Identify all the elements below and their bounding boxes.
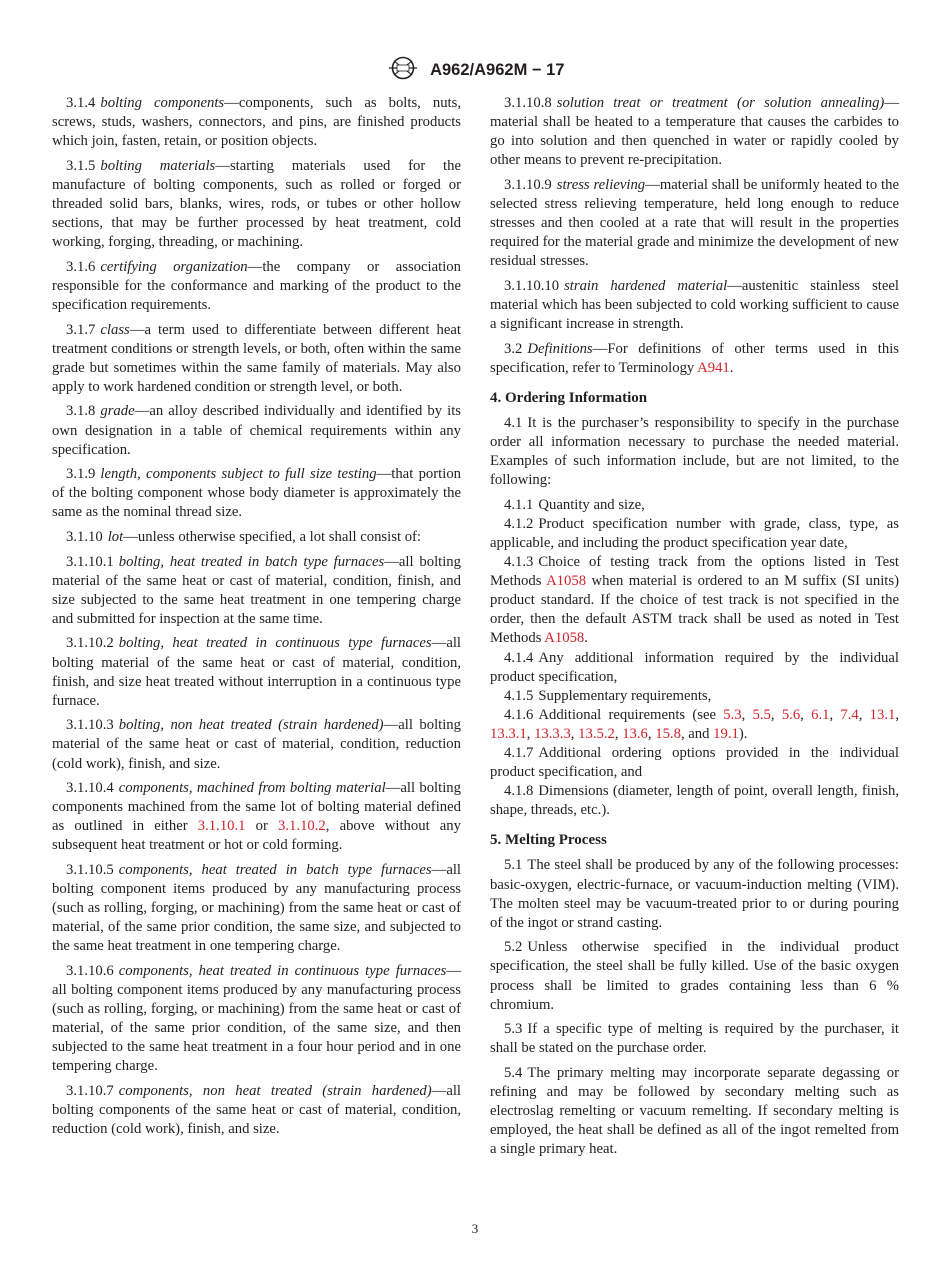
definition-3-1-10-10: 3.1.10.10 strain hardened material—austenitic stainless steel material which has been subjected to cold working sufficient to cause a significant increase in strength. [490,277,899,333]
paragraph-4-1-1: 4.1.1 Quantity and size, [504,496,645,513]
astm-logo-icon [386,56,420,85]
definition-3-1-9: 3.1.9 length, components subject to full size testing—that portion of the bolting component whose body diameter is approximately the same as the nominal thread size. [52,466,462,521]
link-section-ref[interactable]: 15.8 [655,725,681,742]
page-number: 3 [471,1221,479,1236]
paragraph-4-1-2: 4.1.2 Product specification number with grade, class, type, as applicable, and including the product specification year date, [490,515,899,551]
paragraph-5-2: 5.2 Unless otherwise specified in the individual product specification, the steel shall be fully killed. Use of the basic oxygen process shall be limited to grades containing less than 6 % chromium. [490,939,899,1013]
link-section-ref[interactable]: 5.5 [752,706,771,723]
definition-3-1-10-8: 3.1.10.8 solution treat or treatment (or solution annealing)—material shall be heated to a temperature that causes the carbides to go into solution and then quenched in water or rapidly cooled by other means to prevent re-precipitation. [490,95,899,169]
link-section-ref[interactable]: 13.6 [622,725,648,742]
link-section-ref[interactable]: 13.1 [869,706,896,723]
definition-3-1-5: 3.1.5 bolting materials—starting materials used for the manufacture of bolting components, such as rolled or forged or threaded solid bars, blanks, wires, rods, or tubes or other hollow sections, that may be further processed by heat treatment, cold working, forging, threading, or machining. [52,157,461,251]
page-header [0,56,950,85]
link-section-ref[interactable]: 5.6 [781,706,801,723]
link-section-ref[interactable]: 19.1 [713,725,739,742]
standard-designation: A962/A962M − 17 [430,61,565,79]
link-a941[interactable]: A941 [697,359,730,376]
definition-3-1-6: 3.1.6 certifying organization—the company or association responsible for the conformance and marking of the product to the specification requirements. [52,258,461,313]
definition-3-1-10: 3.1.10 lot—unless otherwise specified, a lot shall consist of: [66,528,422,545]
definition-3-1-7: 3.1.7 class—a term used to differentiate between different heat treatment conditions or strength levels, or both, often within the same grade but sometimes within the same family of materials. May also apply to work hardened condition or strength level, or both. [52,321,461,395]
left-column [52,94,461,1145]
paragraph-4-1-7: 4.1.7 Additional ordering options provided in the individual product specification, and [490,745,899,781]
definition-3-1-10-3: 3.1.10.3 bolting, non heat treated (strain hardened)—all bolting material of the same heat or cast of material, condition, reduction (cold work), finish, and size. [52,717,461,772]
paragraph-4-1-4: 4.1.4 Any additional information required by the individual product specification, [490,649,899,685]
paragraph-5-1: 5.1 The steel shall be produced by any of the following processes: basic-oxygen, electric-furnace, or vacuum-induction melting (VIM). The molten steel may be vacuum-treated prior to or during pouring of the ingot or strand casting. [490,857,899,931]
link-section-ref[interactable]: 13.3.1 [490,725,527,742]
paragraph-4-1-3: 4.1.3 Choice of testing track from the options listed in Test Methods A1058 when material is ordered to an M suffix (SI units) product standard. If the choice of test track is not specified in the order, then the default ASTM track shall be used as noted in Test Methods A1058. [490,554,899,647]
paragraph-4-1: 4.1 It is the purchaser’s responsibility to specify in the purchase order all information necessary to purchase the needed material. Examples of such information include, but are not limited, to the following: [490,414,899,489]
definition-3-1-4: 3.1.4 bolting components—components, such as bolts, nuts, screws, studs, washers, connectors, and pins, are finished products which join, fasten, retain, or position objects. [52,95,462,150]
paragraph-5-3: 5.3 If a specific type of melting is required by the purchaser, it shall be stated on the purchase order. [490,1021,899,1057]
section-heading-melting-process: 5. Melting Process [490,832,607,849]
section-heading-ordering-information: 4. Ordering Information [490,389,648,406]
paragraph-5-4: 5.4 The primary melting may incorporate separate degassing or refining and may be followed by secondary melting such as electroslag remelting or vacuum remelting. If secondary melting is employed, the heat shall be defined as all of the ingot remelted from a single primary heat. [490,1064,899,1158]
link-section-ref[interactable]: 13.3.3 [534,725,571,742]
definition-3-1-10-5: 3.1.10.5 components, heat treated in batch type furnaces—all bolting component items produced by any manufacturing process (such as rolling, forging, or machining) from the same heat or cast of material, of the same prior condition, the same size, and subjected to the same heat treatment in one tempering charge. [52,861,461,955]
link-section-ref[interactable]: 6.1 [811,706,830,723]
definition-3-1-10-6: 3.1.10.6 components, heat treated in continuous type furnaces—all bolting component items produced by any manufacturing process (such as rolling, forging, or machining) from the same heat or cast of material, of the same prior condition, of the same size, and then subjected to the same heat treatment in a four hour period and in one tempering charge. [52,962,461,1075]
definition-3-1-10-4: 3.1.10.4 components, machined from bolting material—all bolting components machined from the same lot of bolting material defined as outlined in either 3.1.10.1 or 3.1.10.2, above without any subsequent heat treatment or hot or cold forming. [52,780,461,854]
link-section-ref[interactable]: 7.4 [840,706,859,723]
link-3-1-10-2[interactable]: 3.1.10.2 [278,818,326,835]
paragraph-4-1-5: 4.1.5 Supplementary requirements, [504,687,712,704]
link-a1058[interactable]: A1058 [544,630,585,647]
definition-3-1-10-9: 3.1.10.9 stress relieving—material shall be uniformly heated to the selected stress relieving temperature, held long enough to reduce stresses and then cooled at a rate that will result in the properties required for the material grade and minimize the development of new residual stresses. [490,176,900,270]
link-section-ref[interactable]: 13.5.2 [578,725,615,742]
definition-3-2: 3.2 Definitions—For definitions of other terms used in this specification, refer to Terminology A941. [490,340,899,376]
link-section-ref[interactable]: 5.3 [723,706,742,723]
link-3-1-10-1[interactable]: 3.1.10.1 [197,818,246,835]
definition-3-1-10-2: 3.1.10.2 bolting, heat treated in continuous type furnaces—all bolting material of the same heat or cast of material, condition, finish, and size heat treated without interruption in a continuous type furnace. [52,635,461,709]
paragraph-4-1-6: 4.1.6 Additional requirements (see 5.3, 5.5, 5.6, 6.1, 7.4, 13.1, 13.3.1, 13.3.3, 13.5.2, 13.6, 15.8, and 19.1). [490,706,900,742]
definition-3-1-8: 3.1.8 grade—an alloy described individually and identified by its own designation in a table of chemical requirements within any specification. [52,403,461,458]
right-column [490,94,899,1165]
definition-3-1-10-1: 3.1.10.1 bolting, heat treated in batch type furnaces—all bolting material of the same heat or cast of material, condition, finish, and size subjected to the same heat treatment in one tempering charge and submitted for inspection at the same time. [52,553,461,627]
link-a1058[interactable]: A1058 [546,573,587,590]
paragraph-4-1-8: 4.1.8 Dimensions (diameter, length of point, overall length, finish, shape, threads, etc.). [490,783,899,819]
definition-3-1-10-7: 3.1.10.7 components, non heat treated (strain hardened)—all bolting components of the same heat or cast of material, condition, reduction (cold work), finish, and size. [52,1083,461,1138]
